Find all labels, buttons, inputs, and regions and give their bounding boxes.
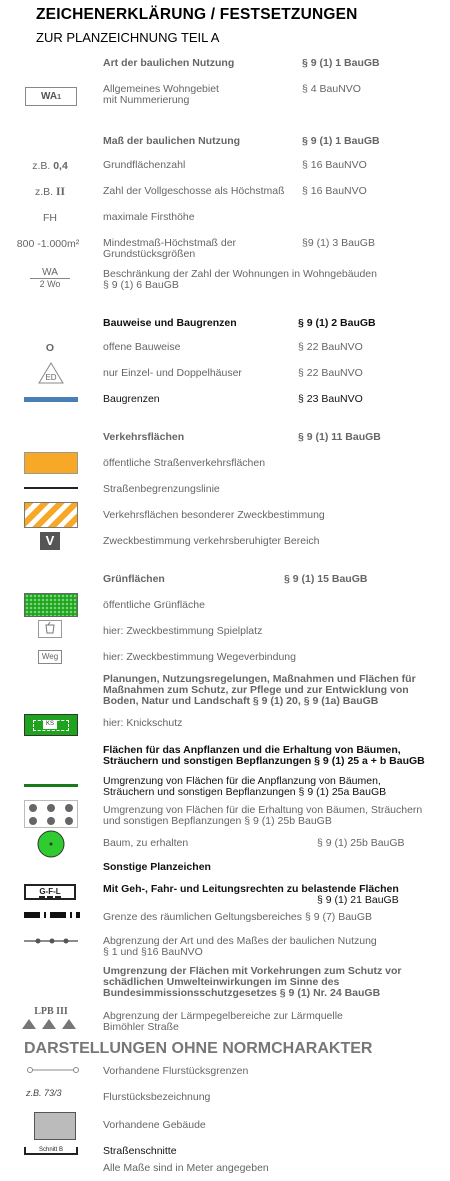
geb-desc: Vorhandene Gebäude <box>103 1119 206 1131</box>
verkehr-heading: Verkehrsflächen <box>103 431 185 443</box>
o-symbol: O <box>45 342 55 354</box>
gs-law: §9 (1) 3 BauGB <box>302 237 375 249</box>
wa-main: WA <box>40 91 58 102</box>
ss-desc: Straßenschnitte <box>103 1145 177 1157</box>
page-title: ZEICHENERKLÄRUNG / FESTSETZUNGEN <box>36 6 358 23</box>
vg-symbol <box>20 186 80 198</box>
verkehr-desc1: öffentliche Straßenverkehrsflächen <box>103 457 266 469</box>
laermpegel-triangles-icon <box>20 1018 78 1030</box>
anpflanz-a-desc1: Umgrenzung von Flächen für die Anpflanzung von Bäumen, <box>103 775 381 787</box>
anpflanzung-line-icon <box>24 784 78 787</box>
ed-law: § 22 BauNVO <box>298 367 363 379</box>
gfl-symbol <box>24 884 76 900</box>
fh-desc: maximale Firsthöhe <box>103 211 195 223</box>
flurgrenze-icon <box>26 1066 80 1074</box>
gruen-law: § 9 (1) 15 BauGB <box>284 573 368 585</box>
gebaeude-icon <box>34 1112 76 1140</box>
art-heading: Art der baulichen Nutzung <box>103 57 235 69</box>
vg-prefix: z.B. <box>35 186 54 198</box>
um-line3: Bundesimmissionsschutzgesetzes § 9 (1) Nr. 24 BauGB <box>103 987 381 999</box>
ab-desc2: § 1 und §16 BauNVO <box>103 946 203 958</box>
strasse-icon <box>24 452 78 474</box>
baum-law: § 9 (1) 25b BauGB <box>317 837 405 849</box>
grz-prefix: z.B. <box>32 160 51 172</box>
lpb-symbol: LPB III <box>34 1006 68 1017</box>
grz-symbol <box>20 160 80 172</box>
bg-desc: Baugrenzen <box>103 393 160 405</box>
art-law: § 9 (1) 1 BauGB <box>302 57 380 69</box>
wa-sub: 1 <box>57 94 61 101</box>
baum-desc: Baum, zu erhalten <box>103 837 189 849</box>
lpb-desc1: Abgrenzung der Lärmpegelbereiche zur Lärmquelle <box>103 1010 343 1022</box>
wo-desc2: § 9 (1) 6 BauGB <box>103 279 179 291</box>
sonstige-heading: Sonstige Planzeichen <box>103 861 211 873</box>
knickschutz-icon <box>24 714 78 736</box>
verkehr-desc4: Zweckbestimmung verkehrsberuhigter Bereich <box>103 535 320 547</box>
fh-symbol: FH <box>43 212 57 224</box>
gruen-desc1: öffentliche Grünfläche <box>103 599 205 611</box>
um-line2: schädlichen Umwelteinwirkungen im Sinne des <box>103 976 340 988</box>
planungen-line3: Boden, Natur und Landschaft § 9 (1) 20, § 9 (1a) BauGB <box>103 695 379 707</box>
ab-desc1: Abgrenzung der Art und des Maßes der baulichen Nutzung <box>103 935 377 947</box>
ed-desc: nur Einzel- und Doppelhäuser <box>103 367 242 379</box>
grz-law: § 16 BauNVO <box>302 159 367 171</box>
anpflanz-line2: Sträuchern und sonstigen Bepflanzungen § 9 (1) 25 a + b BauGB <box>103 755 425 767</box>
bauweise-law: § 9 (1) 2 BauGB <box>298 317 376 329</box>
verkehr-law: § 9 (1) 11 BauGB <box>298 431 381 443</box>
vg-law: § 16 BauNVO <box>302 185 367 197</box>
fb-symbol: z.B. 73/3 <box>26 1088 62 1098</box>
art-law2: § 4 BauNVO <box>302 83 361 95</box>
wo-bottom: 2 Wo <box>39 279 61 289</box>
schnitt-symbol: Schnitt B <box>24 1147 78 1155</box>
anpflanz-line1: Flächen für das Anpflanzen und die Erhaltung von Bäumen, <box>103 744 401 756</box>
art-desc1: Allgemeines Wohngebiet <box>103 83 219 95</box>
verkehr-desc3: Verkehrsflächen besonderer Zweckbestimmung <box>103 509 325 521</box>
note: Alle Maße sind in Meter angegeben <box>103 1162 269 1174</box>
art-desc2: mit Nummerierung <box>103 94 190 106</box>
gs-desc2: Grundstücksgrößen <box>103 248 196 260</box>
lpb-desc2: Bimöhler Straße <box>103 1021 179 1033</box>
vg-desc: Zahl der Vollgeschosse als Höchstmaß <box>103 185 285 197</box>
vg-value: II <box>56 186 65 198</box>
ed-symbol: ED <box>45 373 57 382</box>
um-line1: Umgrenzung der Flächen mit Vorkehrungen zum Schutz vor <box>103 965 402 977</box>
gfl-desc1: Mit Geh-, Fahr- und Leitungsrechten zu belastende Flächen <box>103 883 399 895</box>
page-subtitle: ZUR PLANZEICHNUNG TEIL A <box>36 30 220 45</box>
gfl-label: G-F-L <box>39 887 61 896</box>
o-desc: offene Bauweise <box>103 341 181 353</box>
mass-heading: Maß der baulichen Nutzung <box>103 135 241 147</box>
erhaltung-dots-icon <box>24 800 78 828</box>
wo-symbol <box>30 267 70 289</box>
weg-symbol: Weg <box>38 650 62 664</box>
planungen-line1: Planungen, Nutzungsregelungen, Maßnahmen und Flächen für <box>103 673 416 685</box>
gruen-desc2: hier: Zweckbestimmung Spielplatz <box>103 625 263 637</box>
verkehr-desc2: Straßenbegrenzungslinie <box>103 483 220 495</box>
nutzung-abgrenzung-icon <box>24 935 78 947</box>
gruenflaeche-icon <box>24 593 78 617</box>
baugrenze-icon <box>24 397 78 402</box>
anpflanz-a-desc2: Sträuchern und sonstigen Bepflanzungen § 9 (1) 25a BauGB <box>103 786 387 798</box>
fb-desc: Flurstücksbezeichnung <box>103 1091 211 1103</box>
bg-law: § 23 BauNVO <box>298 393 363 405</box>
grz-desc: Grundflächenzahl <box>103 159 186 171</box>
begrenzungslinie-icon <box>24 487 78 489</box>
gfl-desc2: § 9 (1) 21 BauGB <box>317 894 399 906</box>
o-law: § 22 BauNVO <box>298 341 363 353</box>
gr-desc: Grenze des räumlichen Geltungsbereiches § 9 (7) BauGB <box>103 911 373 923</box>
ohne-heading: DARSTELLUNGEN OHNE NORMCHARAKTER <box>24 1040 373 1057</box>
anpflanz-e-desc2: und sonstigen Bepflanzungen § 9 (1) 25b BauGB <box>103 815 332 827</box>
gruen-heading: Grünflächen <box>103 573 165 585</box>
geltungsbereich-line-icon <box>24 912 80 918</box>
spielplatz-icon <box>38 620 62 638</box>
grz-value: 0,4 <box>53 160 68 172</box>
besondere-zweck-icon <box>24 502 78 528</box>
gs-symbol: 800 -1.000m² <box>16 238 80 250</box>
gs-desc1: Mindestmaß-Höchstmaß der <box>103 237 237 249</box>
ks-symbol: KS <box>43 720 57 729</box>
ks-desc: hier: Knickschutz <box>103 717 183 729</box>
ed-triangle-icon <box>38 362 64 384</box>
wa-symbol <box>25 87 77 106</box>
anpflanz-e-desc1: Umgrenzung von Flächen für die Erhaltung von Bäumen, Sträuchern <box>103 804 423 816</box>
wo-desc1: Beschränkung der Zahl der Wohnungen in Wohngebäuden <box>103 268 377 280</box>
bauweise-heading: Bauweise und Baugrenzen <box>103 317 237 329</box>
flur-desc: Vorhandene Flurstücksgrenzen <box>103 1065 249 1077</box>
gruen-desc3: hier: Zweckbestimmung Wegeverbindung <box>103 651 296 663</box>
v-symbol: V <box>40 532 60 550</box>
planungen-line2: Maßnahmen zum Schutz, zur Pflege und zur Entwicklung von <box>103 684 409 696</box>
baum-icon <box>37 830 65 858</box>
mass-law: § 9 (1) 1 BauGB <box>302 135 380 147</box>
wo-top: WA <box>30 267 70 279</box>
